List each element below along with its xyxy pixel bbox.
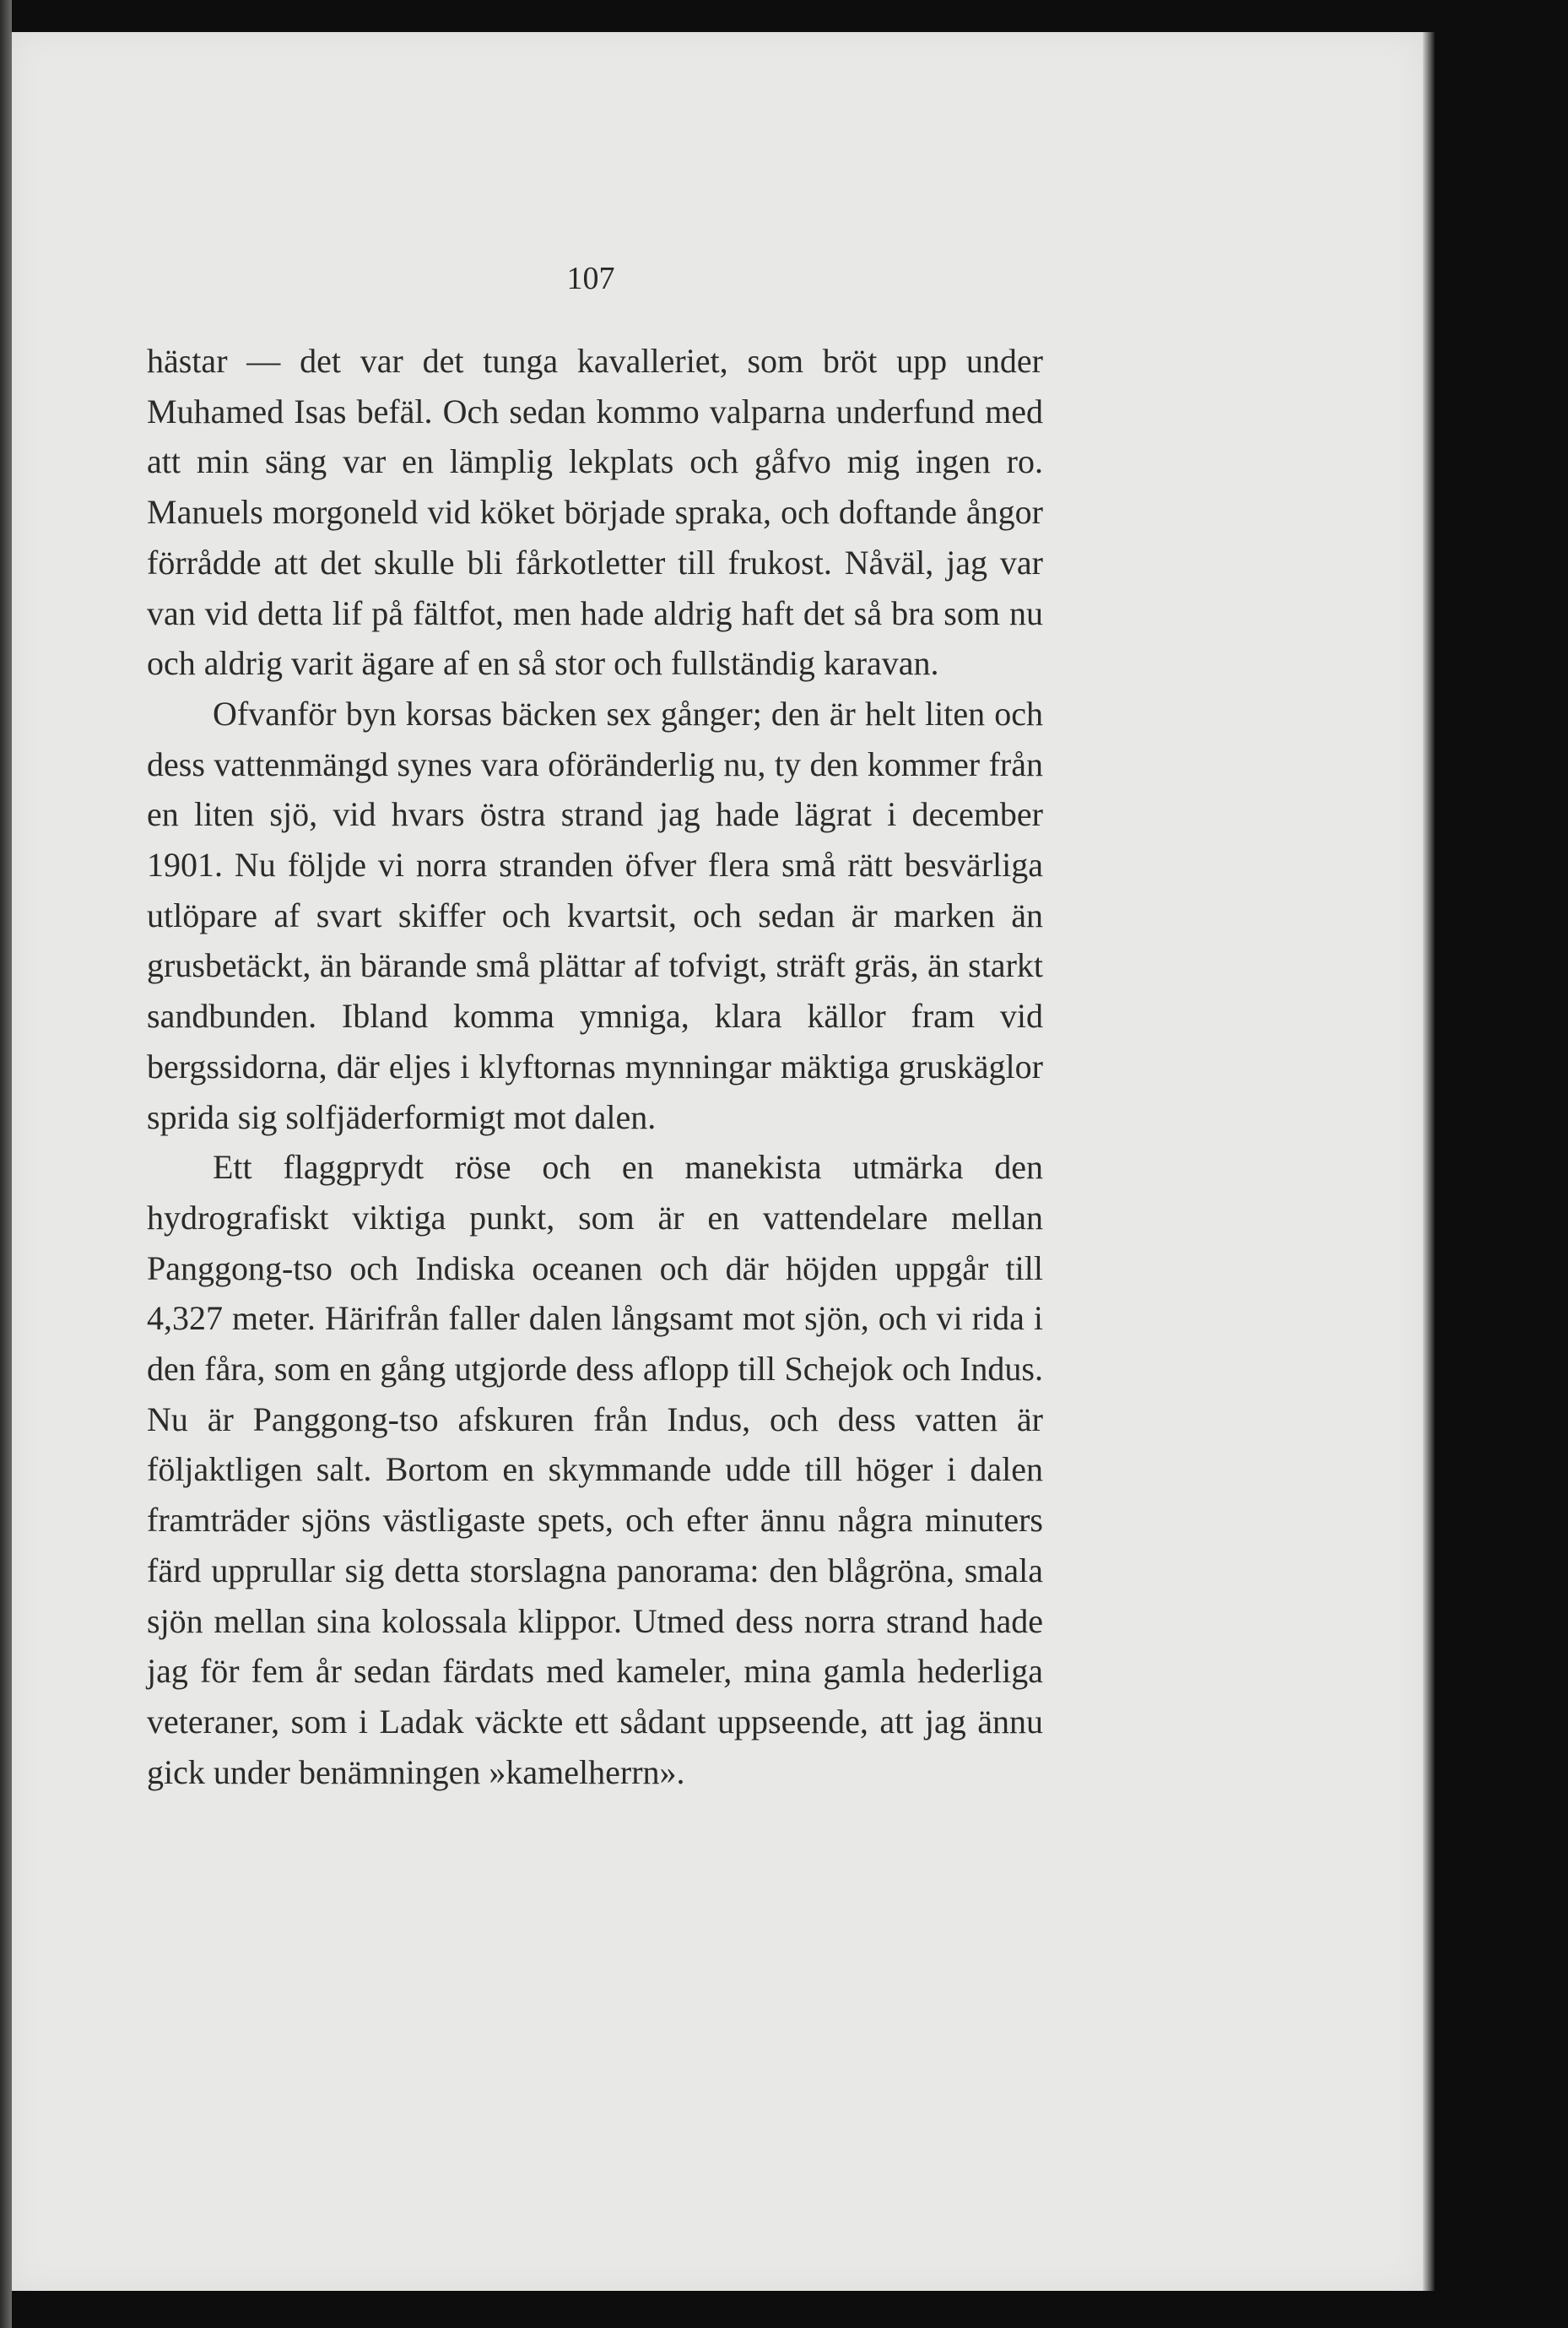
book-spine-edge bbox=[0, 0, 12, 2328]
page-right-edge bbox=[1423, 32, 1435, 2291]
body-text bbox=[147, 336, 1043, 1797]
page-number: 107 bbox=[566, 261, 615, 296]
paragraph-1: hästar — det var det tunga kavalleriet, som bröt upp under Muhamed Isas befäl. Och sedan kommo valparna underfund med att min säng var en lämplig lekplats och gåfvo mig ingen ro. Manuels morgoneld vid köket började spraka, och doftande ångor förrådde att det skulle bli fårkotletter till frukost. Nåväl, jag var van vid detta lif på fältfot, men hade aldrig haft det så bra som nu och aldrig varit ägare af en så stor och fullständig karavan. bbox=[147, 342, 1043, 683]
paragraph-2: Ofvanför byn korsas bäcken sex gånger; den är helt liten och dess vattenmängd synes vara oföränderlig nu, ty den kommer från en liten sjö, vid hvars östra strand jag hade lägrat i december 1901. Nu följde vi norra stranden öfver flera små rätt besvärliga utlöpare af svart skiffer och kvartsit, och sedan är marken än grusbetäckt, än bärande små plättar af tofvigt, sträft gräs, än starkt sandbunden. Ibland komma ymniga, klara källor fram vid bergssidorna, där eljes i klyftornas mynningar mäktiga gruskäglor sprida sig solfjäderformigt mot dalen. bbox=[147, 694, 1043, 1136]
paragraph-3: Ett flaggprydt röse och en manekista utmärka den hydrografiskt viktiga punkt, som är en vattendelare mellan Panggong-tso och Indiska oceanen och där höjden uppgår till 4,327 meter. Härifrån faller dalen långsamt mot sjön, och vi rida i den fåra, som en gång utgjorde dess aflopp till Schejok och Indus. Nu är Panggong-tso afskuren från Indus, och dess vatten är följaktligen salt. Bortom en skymmande udde till höger i dalen framträder sjöns västligaste spets, och efter ännu några minuters färd upprullar sig detta storslagna panorama: den blågröna, smala sjön mellan sina kolossala klippor. Utmed dess norra strand hade jag för fem år sedan färdats med kameler, mina gamla hederliga veteraner, som i Ladak väckte ett sådant uppseende, att jag ännu gick under benämningen »kamelherrn». bbox=[147, 1148, 1043, 1791]
book-page bbox=[12, 32, 1423, 2291]
